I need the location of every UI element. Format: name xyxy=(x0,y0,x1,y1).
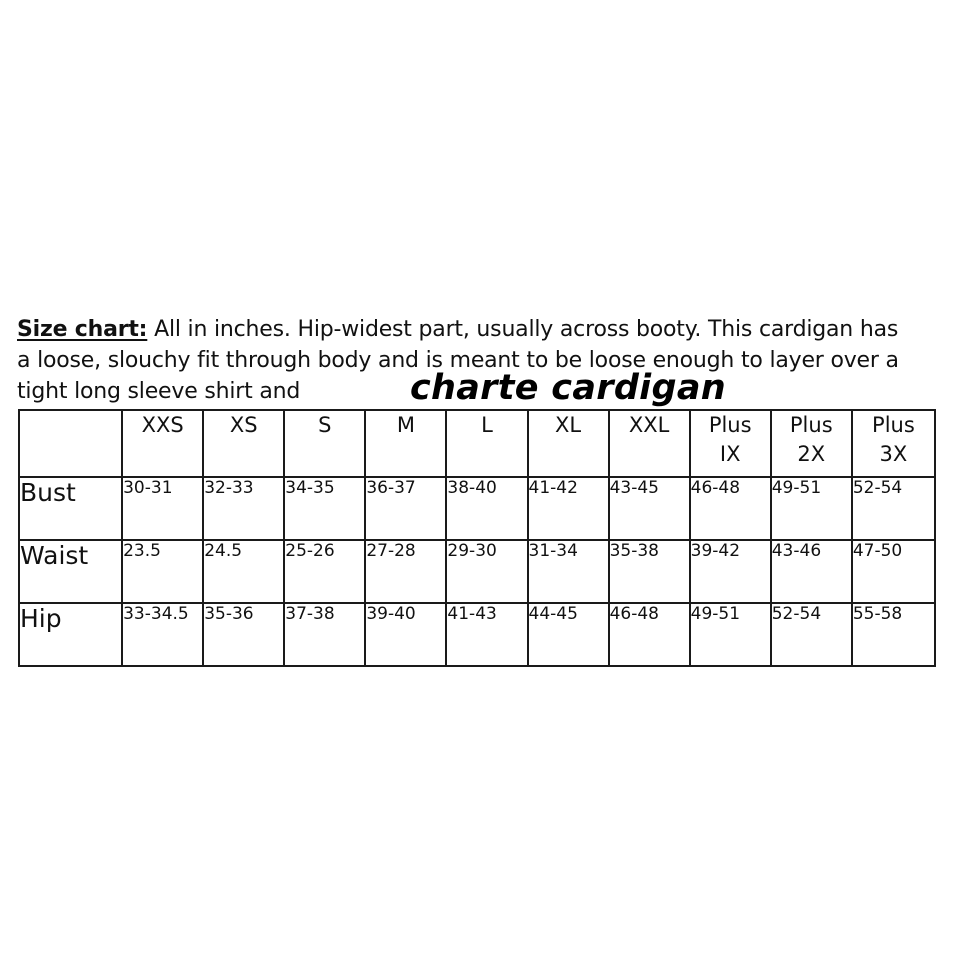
table-cell: 37-38 xyxy=(284,603,365,666)
size-header: M xyxy=(365,410,446,477)
table-cell: 35-36 xyxy=(203,603,284,666)
table-cell: 23.5 xyxy=(122,540,203,603)
table-cell: 25-26 xyxy=(284,540,365,603)
table-cell: 24.5 xyxy=(203,540,284,603)
table-cell: 44-45 xyxy=(528,603,609,666)
table-cell: 38-40 xyxy=(446,477,527,540)
intro-line-1 xyxy=(17,314,962,345)
table-cell: 27-28 xyxy=(365,540,446,603)
table-cell: 52-54 xyxy=(771,603,852,666)
table-cell: 47-50 xyxy=(852,540,935,603)
intro-line-3: tight long sleeve shirt and xyxy=(17,379,301,404)
size-header: Plus IX xyxy=(690,410,771,477)
table-cell: 34-35 xyxy=(284,477,365,540)
size-header: Plus 3X xyxy=(852,410,935,477)
table-cell: 39-42 xyxy=(690,540,771,603)
table-cell: 46-48 xyxy=(609,603,690,666)
size-header: S xyxy=(284,410,365,477)
table-cell: 43-46 xyxy=(771,540,852,603)
table-cell: 39-40 xyxy=(365,603,446,666)
size-header: XS xyxy=(203,410,284,477)
row-label: Hip xyxy=(19,603,122,666)
table-cell: 55-58 xyxy=(852,603,935,666)
size-header: Plus 2X xyxy=(771,410,852,477)
table-cell: 35-38 xyxy=(609,540,690,603)
table-cell: 41-43 xyxy=(446,603,527,666)
table-cell: 33-34.5 xyxy=(122,603,203,666)
size-header: XL xyxy=(528,410,609,477)
table-row-waist xyxy=(19,540,935,603)
table-cell: 31-34 xyxy=(528,540,609,603)
size-header-row xyxy=(19,410,935,477)
row-label: Waist xyxy=(19,540,122,603)
intro-line-2: a loose, slouchy fit through body and is meant to be loose enough to layer over a xyxy=(17,348,899,373)
table-row-bust xyxy=(19,477,935,540)
table-cell: 46-48 xyxy=(690,477,771,540)
row-label: Bust xyxy=(19,477,122,540)
table-cell: 52-54 xyxy=(852,477,935,540)
table-cell: 32-33 xyxy=(203,477,284,540)
size-chart-label: Size chart: xyxy=(17,317,148,342)
table-cell: 30-31 xyxy=(122,477,203,540)
overlay-title: charte cardigan xyxy=(410,368,726,408)
table-row-hip xyxy=(19,603,935,666)
intro-line-1-text: All in inches. Hip-widest part, usually across booty. This cardigan has xyxy=(147,317,899,342)
size-header: XXS xyxy=(122,410,203,477)
table-cell: 49-51 xyxy=(771,477,852,540)
size-header: XXL xyxy=(609,410,690,477)
corner-cell xyxy=(19,410,122,477)
size-header: L xyxy=(446,410,527,477)
table-cell: 49-51 xyxy=(690,603,771,666)
table-cell: 36-37 xyxy=(365,477,446,540)
table-cell: 41-42 xyxy=(528,477,609,540)
table-cell: 29-30 xyxy=(446,540,527,603)
table-cell: 43-45 xyxy=(609,477,690,540)
size-table xyxy=(18,409,936,667)
